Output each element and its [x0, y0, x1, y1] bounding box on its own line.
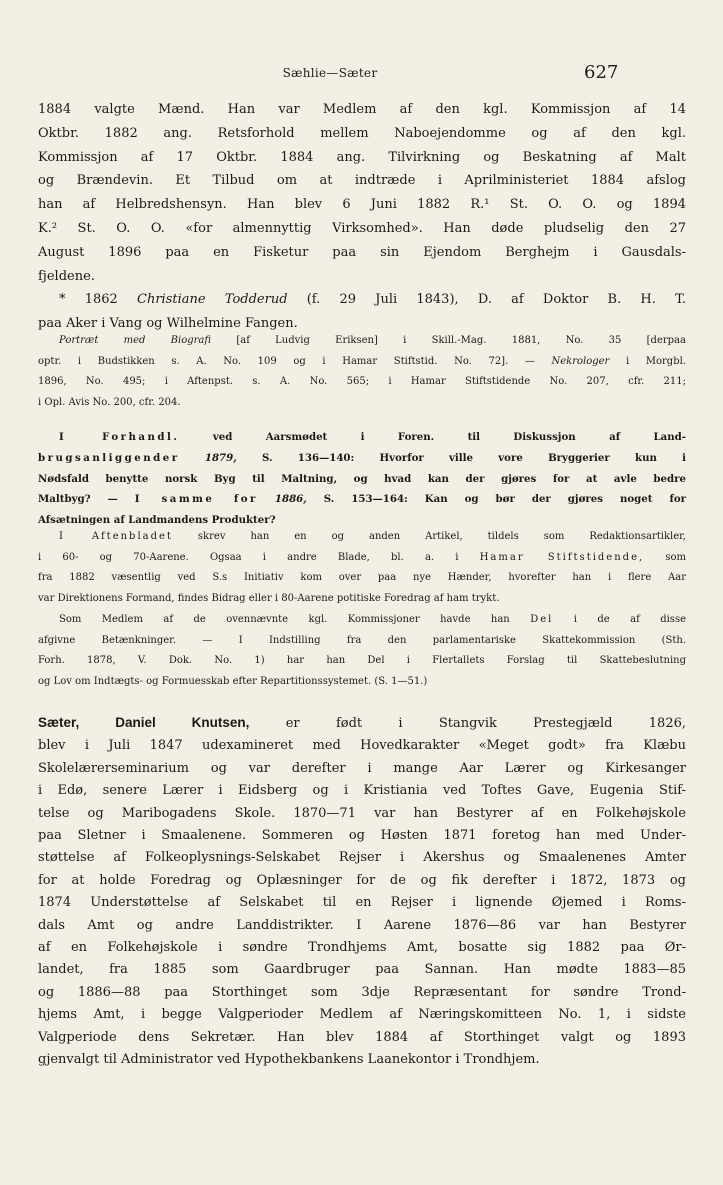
works-block — [38, 427, 686, 531]
note-line: afgivne Betænkninger. — I Indstilling fra den parlamentariske Skattekommission (Sth. — [38, 634, 686, 646]
note-line: og Lov om Indtægts- og Formuesskab efter Repartitionssystemet. (S. 1—51.) — [38, 675, 428, 687]
headword: Sæter, Daniel Knutsen, — [38, 715, 250, 730]
biography-continuation — [38, 98, 686, 336]
source-text: [af Ludvig Eriksen] i Skill.-Mag. 1881, No. 35 [derpaa — [211, 335, 686, 346]
spouse-name: Christiane Todderud — [137, 292, 288, 308]
works-line: Nødsfald benytte norsk Byg til Maltning, og hvad kan der gjøres for at avle bedre — [38, 472, 686, 485]
entry-first-line — [38, 712, 686, 735]
marriage-prefix: * 1862 — [59, 292, 138, 308]
note-line: var Direktionens Formand, findes Bidrag eller i 80-Aarene potitiske Foredrag af ham trykt. — [38, 593, 500, 605]
text-line: fjeldene. — [38, 268, 95, 284]
sources-block — [38, 331, 686, 413]
note-line: Forh. 1878, V. Dok. No. 1) har han Del i Flertallets Forslag til Skattebeslutning — [38, 655, 686, 667]
source-line: 1896, No. 495; i Aftenpst. s. A. No. 565; i Hamar Stiftstidende No. 207, cfr. 211; — [38, 376, 686, 387]
entry-line: i Edø, senere Lærer i Eidsberg og i Kristiania ved Toftes Gave, Eugenia Stif- — [38, 783, 686, 799]
notes-block — [38, 527, 686, 693]
marriage-line — [38, 288, 686, 312]
entry-saeter — [38, 712, 686, 1072]
entry-line: blev i Juli 1847 udexamineret med Hovedkarakter «Meget godt» fra Klæbu — [38, 738, 686, 754]
text-line: Kommissjon af 17 Oktbr. 1884 ang. Tilvirkning og Beskatning af Malt — [38, 149, 686, 165]
text-line: Oktbr. 1882 ang. Retsforhold mellem Naboejendomme og af den kgl. — [38, 125, 686, 141]
note-text: som — [644, 551, 686, 563]
source-text: i Morgbl. — [609, 355, 686, 367]
note-text: i 60- og 70-Aarene. Ogsaa i andre Blade, bl. a. i — [38, 551, 480, 563]
works-text: S. 136—140: Hvorfor ville vore Bryggerier kun i — [236, 451, 686, 464]
text-line: K.² St. O. O. «for almennyttig Virksomhed». Han døde pludselig den 27 — [38, 220, 686, 236]
entry-line: Valgperiode dens Sekretær. Han blev 1884 af Storthinget valgt og 1893 — [38, 1029, 686, 1045]
note-line — [38, 527, 686, 548]
entry-line: hjems Amt, i begge Valgperioder Medlem af Næringskomitteen No. 1, i sidste — [38, 1007, 686, 1023]
note-spaced: Hamar Stiftstidende, — [479, 551, 645, 563]
note-spaced: I Aftenbladet — [59, 531, 173, 542]
works-year: 1879, — [204, 451, 237, 464]
works-spaced: I Forhandl. — [59, 431, 180, 443]
note-text: skrev han en og anden Artikel, tildels som Redaktionsartikler, — [172, 531, 686, 542]
note-text: Som Medlem af de ovennævnte kgl. Kommissjoner havde han — [59, 613, 531, 625]
entry-line: paa Sletner i Smaalenene. Sommeren og Høsten 1871 foretog han med Under- — [38, 828, 686, 844]
works-line — [38, 427, 686, 448]
marriage-line: paa Aker i Vang og Wilhelmine Fangen. — [38, 316, 298, 332]
source-line — [38, 352, 686, 373]
entry-line: telse og Maribogadens Skole. 1870—71 var han Bestyrer af en Folkehøjskole — [38, 805, 686, 821]
running-head-title: Sæhlie—Sæter — [282, 66, 378, 80]
page-number: 627 — [584, 62, 619, 83]
source-line — [38, 331, 686, 352]
source-text: optr. i Budstikken s. A. No. 109 og i Hamar Stiftstid. No. 72]. — — [38, 355, 552, 367]
entry-line: 1874 Understøttelse af Selskabet til en Rejser i lignende Øjemed i Roms- — [38, 895, 686, 911]
entry-line: Skolelærerseminarium og var derefter i mange Aar Lærer og Kirkesanger — [38, 760, 686, 776]
source-italic: Nekrologer — [551, 355, 610, 367]
note-line — [38, 610, 686, 631]
note-spaced: Del — [530, 613, 554, 625]
works-spaced: I samme for — [134, 493, 258, 506]
entry-line: dals Amt og andre Landdistrikter. I Aarene 1876—86 var han Bestyrer — [38, 917, 686, 933]
works-spaced: brugsanliggender — [38, 451, 180, 464]
entry-line: støttelse af Folkeoplysnings-Selskabet Rejser i Akershus og Smaalenenes Amter — [38, 850, 686, 866]
works-year: 1886, — [257, 493, 307, 506]
text-line: August 1896 paa en Fisketur paa sin Ejendom Berghejm i Gausdals- — [38, 244, 686, 260]
note-line: fra 1882 væsentlig ved S.s Initiativ kom over paa nye Hænder, hvorefter han i flere Aar — [38, 572, 686, 584]
source-line: i Opl. Avis No. 200, cfr. 204. — [38, 396, 181, 408]
entry-line: gjenvalgt til Administrator ved Hypothekbankens Laanekontor i Trondhjem. — [38, 1052, 540, 1068]
text-line: og Brændevin. Et Tilbud om at indtræde i Aprilministeriet 1884 afslog — [38, 173, 686, 189]
marriage-suffix: (f. 29 Juli 1843), D. af Doktor B. H. T. — [287, 292, 686, 308]
works-line — [38, 489, 686, 510]
works-text: Maltbyg? — — [38, 493, 135, 506]
entry-line: af en Folkehøjskole i søndre Trondhjems Amt, bosatte sig 1882 paa Ør- — [38, 940, 686, 956]
works-text: ved Aarsmødet i Foren. til Diskussjon af Land- — [179, 431, 686, 443]
works-line — [38, 448, 686, 469]
entry-text: er født i Stangvik Prestegjæld 1826, — [249, 716, 686, 731]
works-line: Afsætningen af Landmandens Produkter? — [38, 514, 276, 527]
running-head — [0, 62, 723, 86]
entry-line: og 1886—88 paa Storthinget som 3dje Repræsentant for søndre Trond- — [38, 984, 686, 1000]
text-line: 1884 valgte Mænd. Han var Medlem af den kgl. Kommissjon af 14 — [38, 102, 686, 117]
note-line — [38, 548, 686, 569]
note-text: i de af disse — [553, 613, 686, 625]
text-line: han af Helbredshensyn. Han blev 6 Juni 1882 R.¹ St. O. O. og 1894 — [38, 197, 686, 213]
entry-line: for at holde Foredrag og Oplæsninger for de og fik derefter i 1872, 1873 og — [38, 872, 686, 888]
source-italic: Portræt med Biografi — [59, 335, 212, 346]
entry-line: landet, fra 1885 som Gaardbruger paa Sannan. Han mødte 1883—85 — [38, 962, 686, 978]
works-text: S. 153—164: Kan og bør der gjøres noget for — [306, 493, 686, 506]
